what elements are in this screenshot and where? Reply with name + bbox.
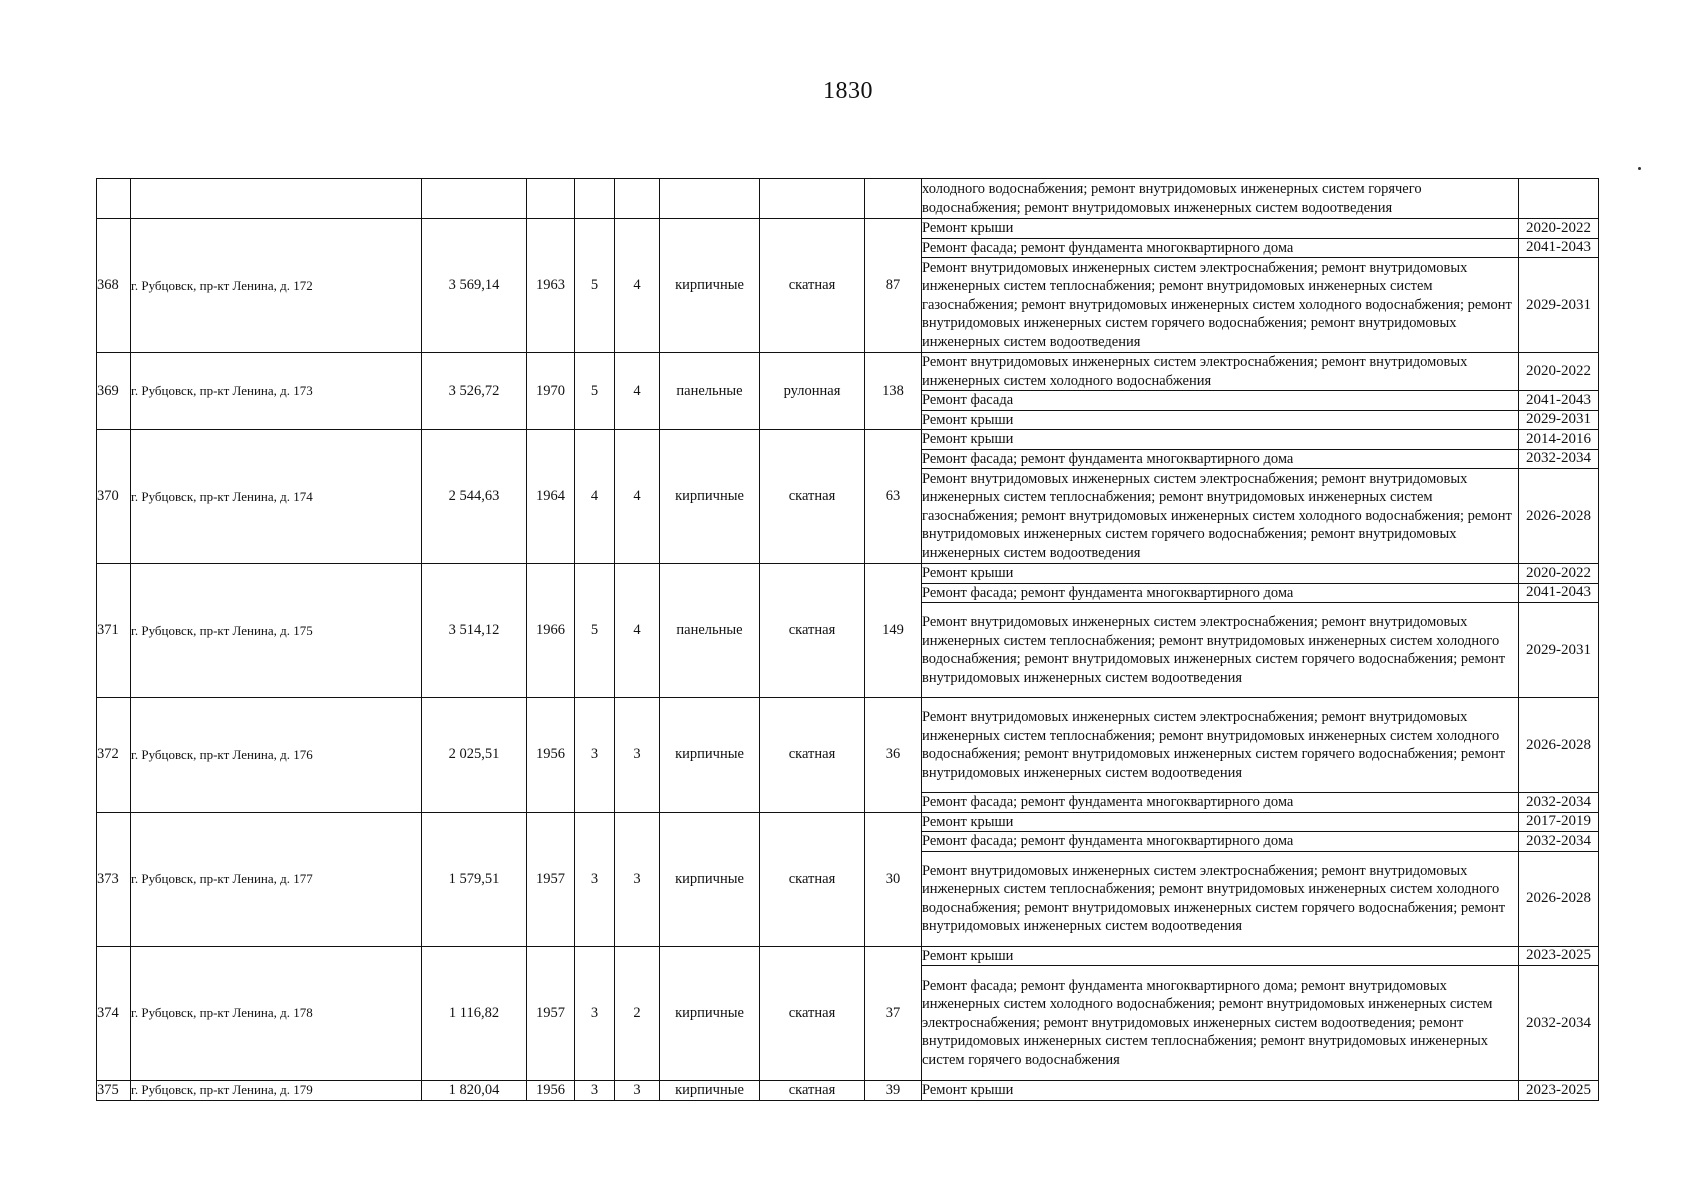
work-description: Ремонт внутридомовых инженерных систем электроснабжения; ремонт внутридомовых инженерных систем теплоснабжения; ремонт внутридомовых инженерных систем холодного водоснабжения; ремонт внутридомовых инженерных систем горячего водоснабжения; ремонт внутридомовых инженерных систем водоотведения <box>922 698 1519 793</box>
residents-cell: 149 <box>865 564 922 698</box>
address-cell: г. Рубцовск, пр-кт Ленина, д. 172 <box>131 219 422 353</box>
empty-cell <box>97 179 131 219</box>
entrances-cell: 4 <box>615 564 660 698</box>
work-description: Ремонт фасада; ремонт фундамента многоквартирного дома <box>922 449 1519 469</box>
table-row <box>97 564 1599 584</box>
area-cell: 1 579,51 <box>422 812 527 946</box>
area-cell: 1 116,82 <box>422 946 527 1081</box>
work-period: 2032-2034 <box>1519 832 1599 852</box>
floors-cell: 5 <box>575 564 615 698</box>
work-period: 2014-2016 <box>1519 430 1599 450</box>
work-period: 2026-2028 <box>1519 851 1599 946</box>
work-description: Ремонт крыши <box>922 812 1519 832</box>
roof-cell: скатная <box>760 1081 865 1101</box>
floors-cell: 3 <box>575 1081 615 1101</box>
table-row <box>97 812 1599 832</box>
walls-cell: панельные <box>660 564 760 698</box>
year-cell: 1957 <box>527 812 575 946</box>
work-period: 2017-2019 <box>1519 812 1599 832</box>
table-row <box>97 946 1599 966</box>
work-period: 2041-2043 <box>1519 391 1599 411</box>
work-period: 2026-2028 <box>1519 698 1599 793</box>
scan-speck <box>1638 167 1641 170</box>
work-description: Ремонт внутридомовых инженерных систем электроснабжения; ремонт внутридомовых инженерных систем холодного водоснабжения <box>922 353 1519 391</box>
work-description: Ремонт внутридомовых инженерных систем электроснабжения; ремонт внутридомовых инженерных систем теплоснабжения; ремонт внутридомовых инженерных систем холодного водоснабжения; ремонт внутридомовых инженерных систем горячего водоснабжения; ремонт внутридомовых инженерных систем водоотведения <box>922 603 1519 698</box>
row-number: 374 <box>97 946 131 1081</box>
row-number: 375 <box>97 1081 131 1101</box>
residents-cell: 36 <box>865 698 922 813</box>
work-description: холодного водоснабжения; ремонт внутридомовых инженерных систем горячего водоснабжения; ремонт внутридомовых инженерных систем водоотведения <box>922 179 1519 219</box>
table-row <box>97 353 1599 391</box>
work-description: Ремонт крыши <box>922 946 1519 966</box>
walls-cell: кирпичные <box>660 219 760 353</box>
floors-cell: 3 <box>575 812 615 946</box>
residents-cell: 63 <box>865 430 922 564</box>
entrances-cell: 3 <box>615 1081 660 1101</box>
work-description: Ремонт фасада; ремонт фундамента многоквартирного дома <box>922 583 1519 603</box>
residents-cell: 138 <box>865 353 922 430</box>
floors-cell: 5 <box>575 219 615 353</box>
year-cell: 1957 <box>527 946 575 1081</box>
row-number: 369 <box>97 353 131 430</box>
capital-repair-table <box>96 178 1599 1101</box>
floors-cell: 3 <box>575 946 615 1081</box>
residents-cell: 39 <box>865 1081 922 1101</box>
roof-cell: рулонная <box>760 353 865 430</box>
residents-cell: 30 <box>865 812 922 946</box>
work-period: 2032-2034 <box>1519 966 1599 1081</box>
empty-cell <box>615 179 660 219</box>
floors-cell: 3 <box>575 698 615 813</box>
entrances-cell: 3 <box>615 698 660 813</box>
area-cell: 2 025,51 <box>422 698 527 813</box>
year-cell: 1956 <box>527 1081 575 1101</box>
work-description: Ремонт фасада; ремонт фундамента многоквартирного дома; ремонт внутридомовых инженерных систем холодного водоснабжения; ремонт внутридомовых инженерных систем электроснабжения; ремонт внутридомовых инженерных систем водоотведения; ремонт внутридомовых инженерных систем теплоснабжения; ремонт внутридомовых инженерных систем горячего водоснабжения <box>922 966 1519 1081</box>
work-period: 2020-2022 <box>1519 219 1599 239</box>
work-period: 2023-2025 <box>1519 1081 1599 1101</box>
walls-cell: кирпичные <box>660 430 760 564</box>
empty-cell <box>131 179 422 219</box>
address-cell: г. Рубцовск, пр-кт Ленина, д. 175 <box>131 564 422 698</box>
work-description: Ремонт крыши <box>922 410 1519 430</box>
work-period: 2026-2028 <box>1519 469 1599 564</box>
residents-cell: 87 <box>865 219 922 353</box>
work-period: 2032-2034 <box>1519 449 1599 469</box>
work-period: 2020-2022 <box>1519 353 1599 391</box>
entrances-cell: 2 <box>615 946 660 1081</box>
row-number: 370 <box>97 430 131 564</box>
floors-cell: 5 <box>575 353 615 430</box>
work-description: Ремонт фасада; ремонт фундамента многоквартирного дома <box>922 832 1519 852</box>
work-period: 2020-2022 <box>1519 564 1599 584</box>
roof-cell: скатная <box>760 430 865 564</box>
roof-cell: скатная <box>760 946 865 1081</box>
address-cell: г. Рубцовск, пр-кт Ленина, д. 173 <box>131 353 422 430</box>
empty-cell <box>575 179 615 219</box>
work-description: Ремонт внутридомовых инженерных систем электроснабжения; ремонт внутридомовых инженерных систем теплоснабжения; ремонт внутридомовых инженерных систем холодного водоснабжения; ремонт внутридомовых инженерных систем горячего водоснабжения; ремонт внутридомовых инженерных систем водоотведения <box>922 851 1519 946</box>
table-row <box>97 219 1599 239</box>
area-cell: 2 544,63 <box>422 430 527 564</box>
empty-cell <box>660 179 760 219</box>
row-number: 371 <box>97 564 131 698</box>
empty-cell <box>760 179 865 219</box>
entrances-cell: 4 <box>615 353 660 430</box>
row-number: 373 <box>97 812 131 946</box>
work-description: Ремонт крыши <box>922 219 1519 239</box>
work-description: Ремонт внутридомовых инженерных систем электроснабжения; ремонт внутридомовых инженерных систем теплоснабжения; ремонт внутридомовых инженерных систем газоснабжения; ремонт внутридомовых инженерных систем холодного водоснабжения; ремонт внутридомовых инженерных систем горячего водоснабжения; ремонт внутридомовых инженерных систем водоотведения <box>922 469 1519 564</box>
work-description: Ремонт крыши <box>922 430 1519 450</box>
table-row <box>97 698 1599 793</box>
roof-cell: скатная <box>760 812 865 946</box>
walls-cell: панельные <box>660 353 760 430</box>
work-description: Ремонт крыши <box>922 1081 1519 1101</box>
entrances-cell: 4 <box>615 219 660 353</box>
work-period: 2023-2025 <box>1519 946 1599 966</box>
work-period: 2029-2031 <box>1519 603 1599 698</box>
row-number: 372 <box>97 698 131 813</box>
roof-cell: скатная <box>760 219 865 353</box>
address-cell: г. Рубцовск, пр-кт Ленина, д. 176 <box>131 698 422 813</box>
entrances-cell: 3 <box>615 812 660 946</box>
work-description: Ремонт фасада; ремонт фундамента многоквартирного дома <box>922 793 1519 813</box>
page-number: 1830 <box>823 78 873 104</box>
work-description: Ремонт фасада <box>922 391 1519 411</box>
empty-cell <box>422 179 527 219</box>
address-cell: г. Рубцовск, пр-кт Ленина, д. 179 <box>131 1081 422 1101</box>
continuation-row <box>97 179 1599 219</box>
work-period: 2029-2031 <box>1519 258 1599 353</box>
work-period: 2041-2043 <box>1519 238 1599 258</box>
table-body <box>97 179 1599 1101</box>
area-cell: 3 569,14 <box>422 219 527 353</box>
area-cell: 1 820,04 <box>422 1081 527 1101</box>
empty-cell <box>865 179 922 219</box>
work-period: 2029-2031 <box>1519 410 1599 430</box>
area-cell: 3 514,12 <box>422 564 527 698</box>
work-description: Ремонт внутридомовых инженерных систем электроснабжения; ремонт внутридомовых инженерных систем теплоснабжения; ремонт внутридомовых инженерных систем газоснабжения; ремонт внутридомовых инженерных систем холодного водоснабжения; ремонт внутридомовых инженерных систем горячего водоснабжения; ремонт внутридомовых инженерных систем водоотведения <box>922 258 1519 353</box>
row-number: 368 <box>97 219 131 353</box>
roof-cell: скатная <box>760 698 865 813</box>
floors-cell: 4 <box>575 430 615 564</box>
year-cell: 1956 <box>527 698 575 813</box>
work-period: 2041-2043 <box>1519 583 1599 603</box>
roof-cell: скатная <box>760 564 865 698</box>
walls-cell: кирпичные <box>660 698 760 813</box>
address-cell: г. Рубцовск, пр-кт Ленина, д. 177 <box>131 812 422 946</box>
work-period <box>1519 179 1599 219</box>
work-description: Ремонт крыши <box>922 564 1519 584</box>
address-cell: г. Рубцовск, пр-кт Ленина, д. 174 <box>131 430 422 564</box>
year-cell: 1964 <box>527 430 575 564</box>
walls-cell: кирпичные <box>660 1081 760 1101</box>
year-cell: 1966 <box>527 564 575 698</box>
empty-cell <box>527 179 575 219</box>
residents-cell: 37 <box>865 946 922 1081</box>
work-description: Ремонт фасада; ремонт фундамента многоквартирного дома <box>922 238 1519 258</box>
walls-cell: кирпичные <box>660 946 760 1081</box>
address-cell: г. Рубцовск, пр-кт Ленина, д. 178 <box>131 946 422 1081</box>
table-row <box>97 430 1599 450</box>
year-cell: 1963 <box>527 219 575 353</box>
table-row <box>97 1081 1599 1101</box>
walls-cell: кирпичные <box>660 812 760 946</box>
entrances-cell: 4 <box>615 430 660 564</box>
area-cell: 3 526,72 <box>422 353 527 430</box>
year-cell: 1970 <box>527 353 575 430</box>
work-period: 2032-2034 <box>1519 793 1599 813</box>
